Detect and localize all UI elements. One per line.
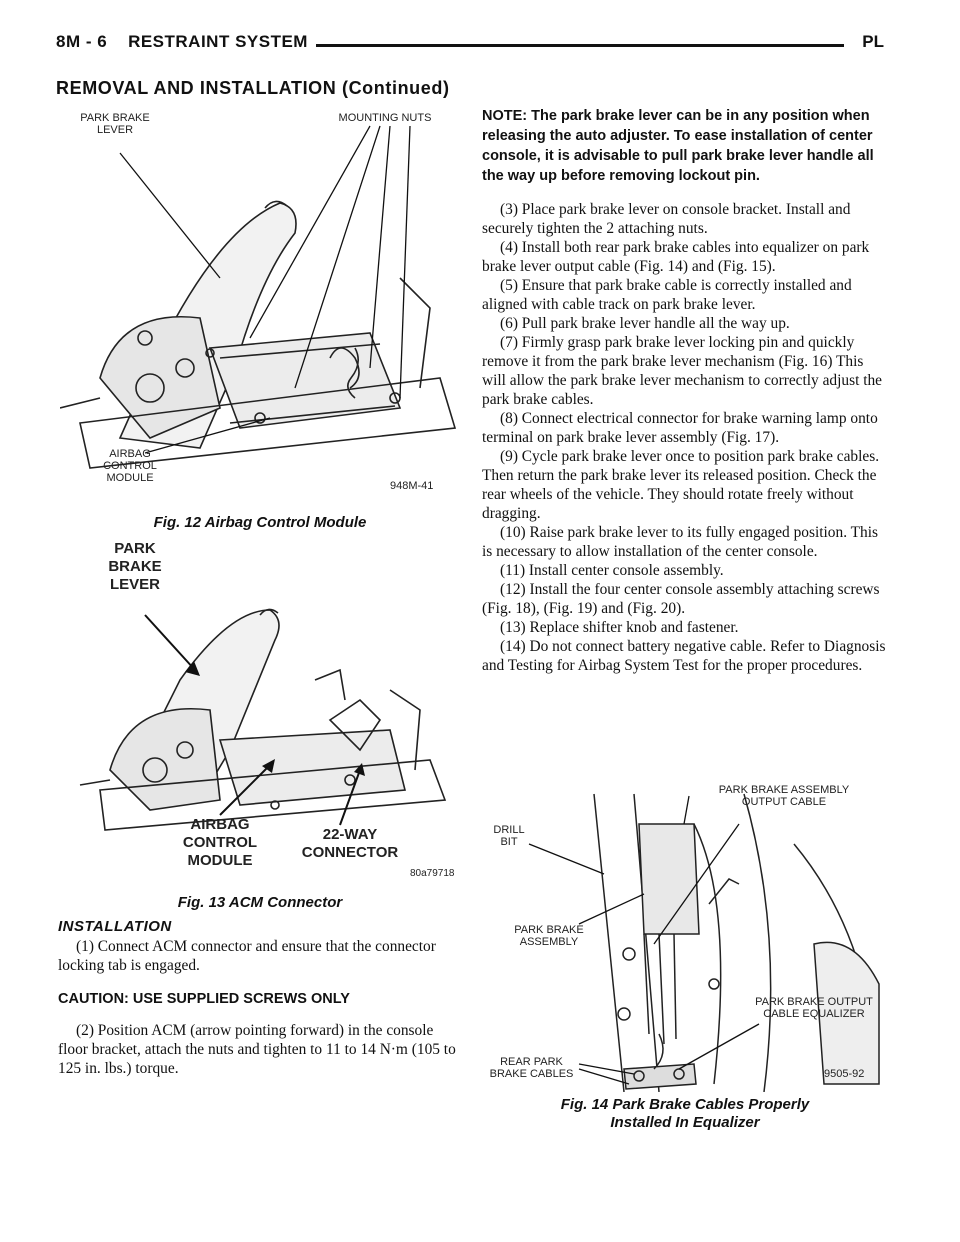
install-step: (9) Cycle park brake lever once to position park brake cables. Then return the park brake lever its released position. Check the rear wheels of the vehicle. They should rotate freely without dragging. [482,448,880,522]
fig13-label-connector: 22-WAY CONNECTOR [301,826,399,861]
fig14-label-assembly-output: PARK BRAKE ASSEMBLY OUTPUT CABLE [718,784,850,808]
figure-13 [60,540,460,890]
installation-caution: CAUTION: USE SUPPLIED SCREWS ONLY [58,991,350,1007]
fig13-label-lever: PARK BRAKE LEVER [108,540,162,593]
fig14-code: 9505-92 [824,1068,865,1080]
figure-12 [60,108,460,508]
install-step: (14) Do not connect battery negative cable. Refer to Diagnosis and Testing for Airbag System Test for the proper procedures. [482,638,886,674]
installation-heading: INSTALLATION [58,918,172,935]
park-brake-note: NOTE: The park brake lever can be in any position when releasing the auto adjuster. To ease installation of center console, it is advisable to pull park brake lever handle all the way up before removing lockout pin. [482,108,874,184]
installation-step-1: (1) Connect ACM connector and ensure that the connector locking tab is engaged. [58,938,436,974]
fig14-label-drill: DRILL BIT [493,824,525,848]
fig14-caption: Fig. 14 Park Brake Cables Properly Installed In Equalizer [560,1096,810,1131]
fig12-label-nuts: MOUNTING NUTS [338,112,432,124]
install-step: (4) Install both rear park brake cables into equalizer on park brake lever output cable (Fig. 14) and (Fig. 15). [482,239,870,275]
installation-block [58,918,462,1078]
install-step: (6) Pull park brake lever handle all the way up. [500,315,790,332]
header-manual-code: PL [854,32,884,52]
right-column-text [482,106,886,675]
fig12-label-module: AIRBAG CONTROL MODULE [103,448,157,484]
install-step: (5) Ensure that park brake cable is correctly installed and aligned with cable track on park brake lever. [482,277,852,313]
install-step: (13) Replace shifter knob and fastener. [500,619,739,636]
section-title: REMOVAL AND INSTALLATION (Continued) [56,78,450,98]
fig14-label-equalizer: PARK BRAKE OUTPUT CABLE EQUALIZER [755,996,873,1020]
install-step: (7) Firmly grasp park brake lever locking pin and quickly remove it from the park brake lever mechanism (Fig. 16) This will allow the park brake lever mechanism to correctly adjust the park brake cables. [482,334,883,408]
header-rule [286,44,844,47]
installation-step-2: (2) Position ACM (arrow pointing forward) in the console floor bracket, attach the nuts and tighten to 11 to 14 N·m (105 to 125 in. lbs.) torque. [58,1022,456,1077]
install-step: (11) Install center console assembly. [500,562,724,579]
fig14-label-rear: REAR PARK BRAKE CABLES [489,1056,574,1080]
fig13-label-module: AIRBAG CONTROL MODULE [182,816,258,869]
install-step: (8) Connect electrical connector for brake warning lamp onto terminal on park brake lever assembly (Fig. 17). [482,410,878,446]
fig13-code: 80a79718 [410,868,455,879]
install-step: (12) Install the four center console assembly attaching screws (Fig. 18), (Fig. 19) and (Fig. 20). [482,581,880,617]
figure-14 [484,784,884,1092]
install-step: (10) Raise park brake lever to its fully engaged position. This is necessary to allow installation of the center console. [482,524,878,560]
fig13-caption: Fig. 13 ACM Connector [177,894,343,911]
fig12-label-lever: PARK BRAKE LEVER [80,112,150,136]
fig12-caption: Fig. 12 Airbag Control Module [153,514,367,531]
page-header [56,32,884,68]
fig12-code: 948M-41 [390,480,434,492]
install-step: (3) Place park brake lever on console bracket. Install and securely tighten the 2 attaching nuts. [482,201,851,237]
fig14-label-assembly: PARK BRAKE ASSEMBLY [514,924,584,948]
step-list [482,200,886,675]
header-section: 8M - 6 RESTRAINT SYSTEM [56,32,316,52]
